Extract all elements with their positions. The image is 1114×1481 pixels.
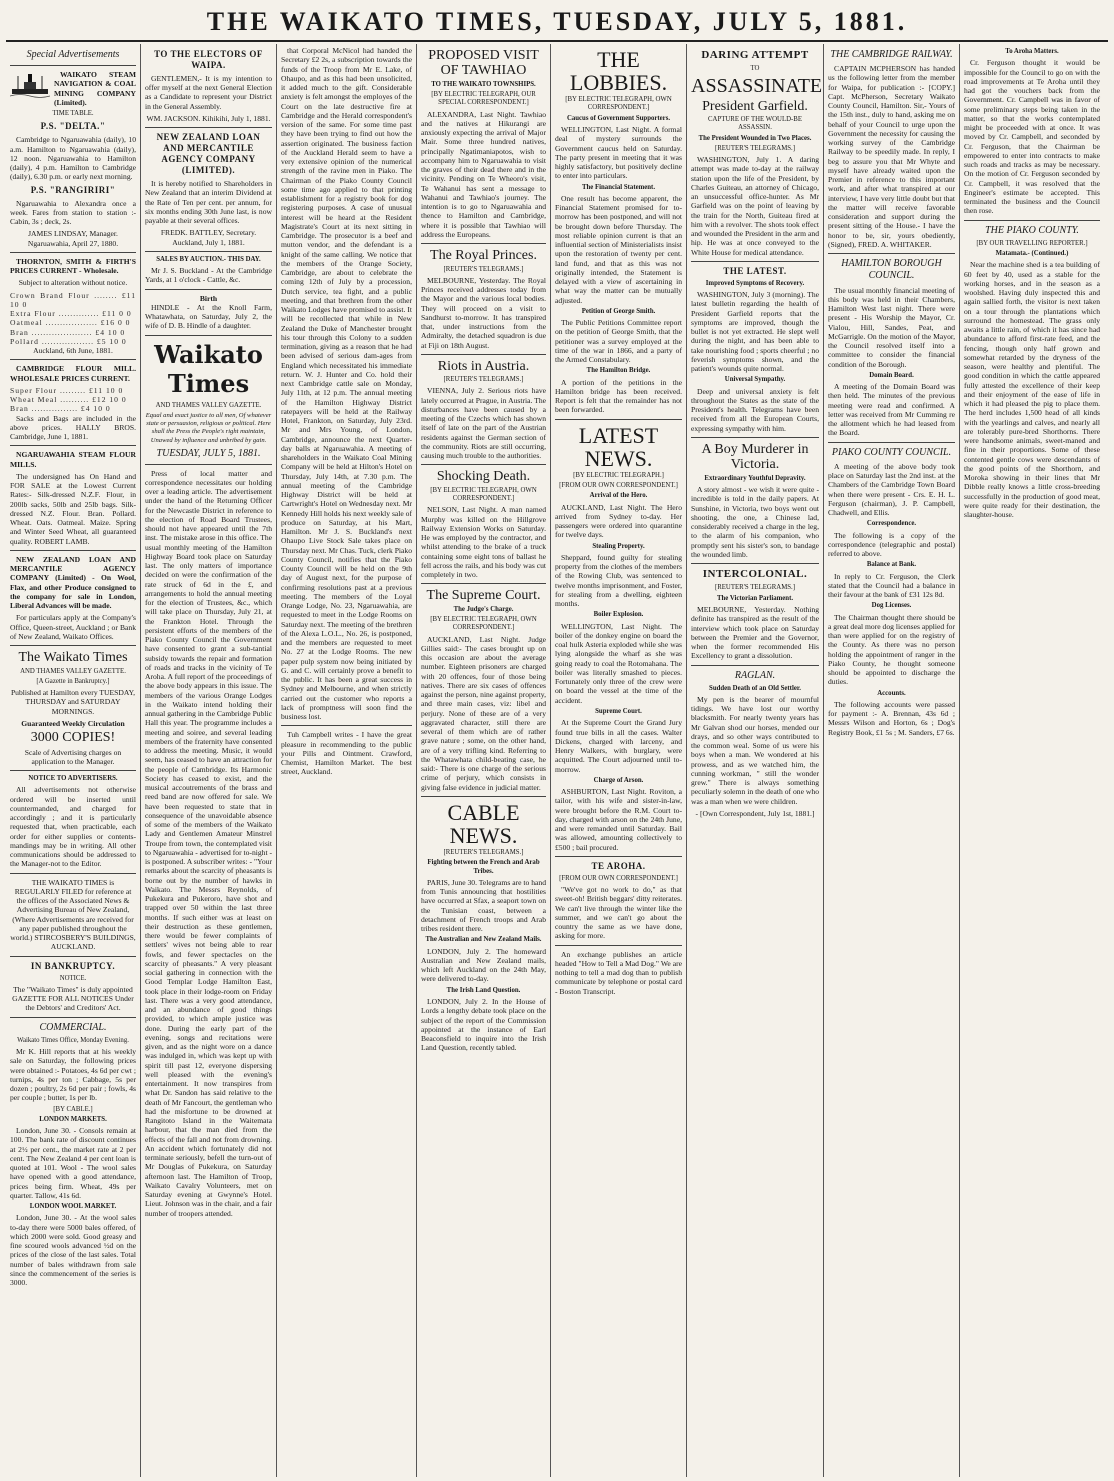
piako-council-body: A meeting of the above body took place on Saturday last the 2nd inst. at the Chambers of the Cambridge Town Board when there were present - Crs. E. H. L. Ferguson (chairman), J. P. Campbell, Chadwell, and Ellis. <box>828 461 955 518</box>
divider <box>10 550 136 551</box>
matamata-sub: Matamata.- (Continued.) <box>995 250 1069 257</box>
rangiriri-routes: Ngaruawahia to Alexandra once a week. Fares from station to station :- Cabin, 3s ; deck, 2s. <box>10 198 136 227</box>
bankruptcy-notice: NOTICE. <box>59 974 87 982</box>
columns-container <box>6 44 1108 1477</box>
court-sub: The Judge's Charge. <box>453 605 514 613</box>
princes-body: MELBOURNE, Yesterday. The Royal Princes received addresses today from the Mayor and the various local bodies. They will proceed on a visit to Sandhurst to-morrow. It has transpired that, under instructions from the Admiralty, the detached squadron is due at Fiji on 18th August. <box>421 275 546 350</box>
cable-tag: [REUTER'S TELEGRAMS.] <box>443 849 524 857</box>
boiler-sub: Boiler Explosion. <box>593 611 644 619</box>
parliament-sub: The Victorian Parliament. <box>716 594 794 602</box>
princes-header: The Royal Princes. <box>430 248 537 264</box>
circulation-note: Scale of Advertising charges on application to the Manager. <box>24 747 122 766</box>
shocking-tag: [BY ELECTRIC TELEGRAPH, OWN CORRESPONDENT.] <box>430 486 537 503</box>
wool-market-body: London, June 30. - At the wool sales to-day there were 5000 bales offered, of which 2000 were sold. Good greasy and fine scoured wools advanced ½d on the prices of the close of the last sales. Total number of bales withdrawn from sale since the commencement of the series is 3000. <box>10 1213 136 1288</box>
divider <box>10 65 136 66</box>
paper-published: Published at Hamilton every TUESDAY, THURSDAY and SATURDAY MORNINGS. <box>10 688 136 716</box>
accounts-sub: Accounts. <box>877 689 906 697</box>
nz-loan-body: For particulars apply at the Company's Office, Queen-street, Auckland ; or Bank of New Zealand, Waikato Offices. <box>10 613 136 641</box>
nz-loan-ad: NEW ZEALAND LOAN AND MERCANTILE AGENCY COMPANY (Limited) - On Wool, Flax, and other Produce consigned to the company for sale in London, Liberal Advances will be made. <box>10 554 136 611</box>
visit-sub: TO THE WAIKATO TOWNSHIPS. <box>431 80 536 88</box>
court-tag: [BY ELECTRIC TELEGRAPH, OWN CORRESPONDENT.] <box>430 616 537 632</box>
ship-delta: P.S. "DELTA." <box>40 121 106 132</box>
paper-gazette: [A Gazette in Bankruptcy.] <box>36 677 110 685</box>
sales-header: SALES BY AUCTION.- THIS DAY. <box>156 255 261 263</box>
domain-body: A meeting of the Domain Board was then held. The minutes of the previous meeting were read and confirmed. A letter was received from Mr Cumming re the allotment which he had leased from the Board. <box>828 382 955 438</box>
steam-company-name: WAIKATO STEAM NAVIGATION & COAL MINING COMPANY (Limited). <box>54 70 136 107</box>
wounded-tag: [REUTER'S TELEGRAMS.] <box>714 144 796 152</box>
murderer-sub: Extraordinary Youthful Depravity. <box>704 474 806 482</box>
lobbies-sub: Caucus of Government Supporters. <box>566 114 671 122</box>
parliament-body: MELBOURNE, Yesterday. Nothing definite has transpired as the result of the interview which took place on Saturday between the Premier and the Governor, when the former recommended His Excellency to grant a dissolution. <box>691 605 819 661</box>
paper-nameplate-sub: AND THAMES VALLEY GAZETTE. <box>155 402 262 410</box>
arson-sub: Charge of Arson. <box>593 776 644 784</box>
notice-header: NOTICE TO ADVERTISERS. <box>28 775 118 782</box>
manager-sign: JAMES LINDSAY, Manager. Ngaruawahia, April 27, 1880. <box>27 229 119 248</box>
garfield-header: President Garfield. <box>702 98 808 114</box>
latest-header: THE LATEST. <box>723 265 787 276</box>
masthead-title: THE WAIKATO TIMES, TUESDAY, JULY 5, 1881. <box>206 7 908 36</box>
time-table-label: TIME TABLE. <box>52 110 94 118</box>
arrival-body: AUCKLAND, Last Night. The Hero arrived from Sydney to-day. Her passengers were ordered into quarantine for twelve days. <box>555 502 682 540</box>
boiler-body: WELLINGTON, Last Night. The boiler of the donkey engine on board the coal hulk Asteria exploded while she was lying alongside the wharf as she was going ready to coal the Rotomahana. The boiler was literally smashed to pieces. Fortunately only three of the crew were on board the vessel at the time of the accident. <box>555 621 682 705</box>
lobbies-tag: [BY ELECTRIC TELEGRAPH, OWN CORRESPONDENT.] <box>565 96 672 112</box>
improved-body: WASHINGTON, July 3 (morning). The latest bulletin regarding the health of President Garfield reports that the symptoms are improved, though the bullet is not yet extracted. He slept well during the night, and has been able to take nourishing food ; sports cheerful ; no feverish symptoms shown, and the patient's wounds quite normal. <box>691 290 819 374</box>
raglan-body: My pen is the bearer of mournful tidings. We have lost our worthy blacksmith. For nearly twenty years has Mr Galvan shod our horses, mended our drays, and so other ways contributed to the common weal. Some of us were his boys when a man. We wondered at his prowess, and as we watched him, the cunning workman, " still the wonder grew." There is always something peculiarly solemn in the death of one who was a man when we were children. <box>691 694 819 806</box>
lobbies-header: THE LOBBIES. <box>569 47 668 96</box>
thornton-ad: THORNTON, SMITH & FIRTH'S PRICES CURRENT - Wholesale. <box>10 256 136 276</box>
sales-body: Mr J. S. Buckland - At the Cambridge Yards, at 1 o'clock - Cattle, &c. <box>145 266 272 285</box>
notice-body: All advertisements not otherwise ordered will be inserted until countermanded, and charged for accordingly ; and it is particularly requested that, when practicable, each order for either supplies or contents-mandings may be in writing. All other communications should be addressed to the Manager-not to the Editor. <box>10 785 136 869</box>
stealing-sub: Stealing Property. <box>592 542 645 550</box>
shocking-body: NELSON, Last Night. A man named Murphy was killed on the Hillgrove Railway Extension Works on Saturday. He was employed by the contractor, and whilst attending to the brake of a truck containing some eight tons of ballast he fell across the rails, and his body was cut completely in two. <box>421 505 546 580</box>
column-2 <box>141 44 277 1477</box>
latest-news-header: LATEST NEWS. <box>578 422 659 471</box>
ngaruawahia-mill-ad: NGARUAWAHIA STEAM FLOUR MILLS. <box>10 450 136 469</box>
cable-body-3: LONDON, July 2. In the House of Lords a lengthy debate took place on the subject of the report of the Commission appointed at the instance of Earl Beaconsfield to inquire into the Irish Land Question, recently tabled. <box>421 997 546 1053</box>
column-4 <box>417 44 551 1477</box>
divider <box>421 796 546 797</box>
arson-body: ASHBURTON, Last Night. Roviton, a tailor, with his wife and sister-in-law, were brought before the R.M. Court to-day, charged with arson on the 24th June, and were remanded until Saturday. Bail was allowed, amounting collectively to £500 ; bail procured. <box>555 787 682 852</box>
hamilton-body: The usual monthly financial meeting of this body was held in their Chambers, Hamilton West last night. There were present - His Worship the Mayor, Cr. Vialou, Hill, Sandes, Peat, and McGarrigle. On the motion of the Mayor, the Council resolved itself into a committee to consider the financial condition of the Borough. <box>828 285 955 369</box>
divider <box>421 354 546 355</box>
divider <box>421 464 546 465</box>
divider <box>10 770 136 771</box>
divider <box>10 645 136 646</box>
divider <box>555 945 682 946</box>
circulation-copies: 3000 COPIES! <box>30 730 116 746</box>
balance-sub: Balance at Bank. <box>866 561 917 569</box>
local-news-body: that Corporal McNicol had handed the Secretary £2 2s, a subscription towards the funds of the Troop from Mr E. Lake, of Ohaupo, and as this had been unsolicited, it added much to the gift. Considerable anxiety is felt amongst the employes of the Court on the late destructive fire at Cambridge and the Herald correspondent's version of the same. For some time past they have been trying to find out how the assertion originated. The business faction of the Auckland Herald seem to have a very extensive opinion of the numerical strength of the ravine men in Piako. The Chairman of the Piako County Council some time ago applied to that printing establishment for a registry book for dog registering purposes. A case of unusual interest will be heard at the Resident Magistrate's Court at its next sitting in Cambridge. The prosecutor is a beef and mutton vendor, and the defendant is a knight of the same calling. We notice that the members of the Orange Society, Cambridge, are about to celebrate the coming 12th of July by a procession, Dutch service, tea fight, and a public meeting, and that brethren from the other Waikato Lodges have promised to assist. It will be recollected that while in New Zealand the Duke of Manchester brought his tour through this Colony to a sudden termination, giving as a reason that he had been advised of serious dam-ages from England which necessitated his immediate return. W. J. Hunter and Co. hold their next Cambridge cattle sale on Monday, July 11th, at 12 p.m. The annual meeting of the Hamilton Highway District ratepayers will be held at the Railway Hotel, Frankton, on Saturday, July 23rd. Mr and Mrs Young, of London, Cambridge, announce the next Quarter-day balls at Ngaruawahia. A meeting of shareholders in the Waikato Coal Mining Company will be held at Hilton's Hotel on Thursday, July 14th, at 7.30 p.m. The annual meeting of the Cambridge Highway District will be held at Cartwright's Hotel on Wednesday next. Mr Kennedy Hill holds his next weekly sale of produce on Saturday, at his Mart, Hamilton. Mr J. S. Buckland's next Ohaupo Live Stock Sale takes place on Thursday next. Mr Chas. Tuck, clerk Piako County Council, notifies that the Piako County Council will be held on the 9th day of August next, for the purpose of confirming resolutions past at a previous meeting. The members of the Loyal Orange Lodge, No. 23, Ngaruawahia, are requested to meet in the Lodge Rooms on Saturday next. The meeting of the brethren of the Alexa L.O.L., No. 26, is postponed, and the members are requested to meet No. 27 at the Lodge Rooms. The new paper pulp system now being initiated by G. and C. will certainly prove a benefit to the public. It has been a great success in Sydney and Melbourne, and when strictly carried out the customer who reports a lack of promptness will soon find the business lost. <box>281 46 412 721</box>
daring-to: TO <box>750 65 760 73</box>
supreme-sub: Supreme Court. <box>595 707 642 715</box>
aroha-body: "We've got no work to do," as that sweet-oh! British beggars' ditty reiterates. We can't live through the winter like the summer, and we can't go about the country the same as we have done, asking for more. <box>555 885 682 941</box>
visit-header: PROPOSED VISIT OF TAWHIAO <box>428 48 539 79</box>
divider <box>145 464 272 465</box>
thornton-note: Subject to alteration without notice. <box>18 278 128 288</box>
bridge-sub: The Hamilton Bridge. <box>586 367 651 375</box>
george-body: The Public Petitions Committee report on the petition of George Smith, that the petitioner was a survey employed at the time of the war in 1866, and a party of the Armed Constabulary. <box>555 318 682 365</box>
financial-sub: The Financial Statement. <box>581 183 656 191</box>
ngaruawahia-mill-body: The undersigned has On Hand and FOR SALE at the Lowest Current Rates:- Silk-dressed N.Z.F. Flour, in 200lb sacks, 50lb and 25lb bags. Silk-dressed N.Z. Flour. Bran. Pollard. Wheat. Oats. Oatmeal. Maize. Spring and Winter Seed Wheat, all guaranteed quality. ROBERT LAMB. <box>10 471 136 546</box>
thornton-date: Auckland, 6th June, 1881. <box>33 346 113 356</box>
divider <box>145 251 272 252</box>
shocking-header: Shocking Death. <box>436 469 531 485</box>
piako-county-header: THE PIAKO COUNTY. <box>985 224 1079 236</box>
hamilton-header: HAMILTON BOROUGH COUNCIL. <box>841 258 942 282</box>
visit-tag: [BY ELECTRIC TELEGRAPH, OUR SPECIAL CORRESPONDENT.] <box>431 91 536 107</box>
daring-header: DARING ATTEMPT <box>701 49 809 61</box>
intercolonial-header: INTERCOLONIAL. <box>702 568 808 581</box>
raglan-sign: - [Own Correspondent, July 1st, 1881.] <box>695 808 815 818</box>
column-3 <box>277 44 417 1477</box>
matamata-body: Near the machine shed is a tea building of 60 feet by 40, used as a stable for the working horses, and in the season as a woolshed. Having duly inspected this and again sallied forth, the visitor is next taken on a tour through the plantations which surround the homestead. The grass only awaits a little rain, of which it has since had abundance to afford first-rate feed, and the fencing, though only half grown and somewhat retarded by the dryness of the season, were healthy and plentiful. The good condition in which the cattle appeared fully attested the excellence of their keep and their enjoyment of the ease of life in which it had pleased the pig to place them. The herd includes 1,500 head of all kinds with the yearlings and calves, and nearly all are tolerably pure-bred Shorthorns. There were handsome animals, sweet-maned and fine in their proportions. Some of these contented gentle cows were descendants of the good points of the Shorthorn, and Moroka showing in their lines that Mr Dibble really knows a little cross-breeding successfully in the production of good meat, were quite ready for their destination, the slaughter-house. <box>964 260 1100 520</box>
cable-header: CABLE NEWS. <box>447 799 520 848</box>
column-6 <box>687 44 824 1477</box>
divider <box>10 1017 136 1018</box>
assassinate-header: ASSASSINATE <box>691 74 823 97</box>
piako-council-header: PIAKO COUNTY COUNCIL. <box>831 446 952 458</box>
mill-price-table: Super Flour ......... £11 10 0 Wheat Meal .......... £12 10 0 Bran ................ £4 10 0 <box>10 385 127 414</box>
price-table: Crown Brand Flour ........ £11 10 0 Extra Flour .............. £11 0 0 Oatmeal .................. £16 0 0 Bran ..................... £4 10 0 Pollard .................. £5 10 0 <box>10 290 136 346</box>
riots-body: VIENNA, July 2. Serious riots have lately occurred at Prague, in Austria. The disturbances have been caused by a meeting of the Czechs which has shown itself of late on the part of the Austrian residents against the German section of the community. Riots are still occurring, causing much trouble to the authorities. <box>421 386 546 461</box>
bankruptcy-body: The "Waikato Times" is duly appointed GAZETTE FOR ALL NOTICES Under the Debtors' and Creditors' Act. <box>12 984 134 1013</box>
electors-header: TO THE ELECTORS OF WAIPA. <box>154 49 263 70</box>
wounded-sub: The President Wounded in Two Places. <box>698 134 812 142</box>
bankruptcy-header: IN BANKRUPTCY. <box>30 960 116 971</box>
latest-news-from: [FROM OUR OWN CORRESPONDENT.] <box>559 482 678 490</box>
railway-body: CAPTAIN MCPHERSON has handed us the following letter from the member for Waipa, for publication :- [COPY.] Capt. McPherson, Secretary Waikato County Council, Hamilton. Sir,- Yours of the 15th inst., duly to hand, asking me on behalf of your Council to urge upon the Government the necessity for causing the working survey of the Cambridge Railway to be speedily made. In reply, I beg to assure you that Mr Whyte and myself have already waited upon the Premier in reference to this important work, and after what transpired at our interview, I have very little doubt but that the matter will receive favorable consideration and support during the present sitting of the House.- I have the honor to be, sir, yours obediently, (Signed), FRED. A. WHITAKER. <box>828 64 955 249</box>
cable-sub-2: The Australian and New Zealand Mails. <box>425 936 542 944</box>
divider <box>145 335 272 336</box>
cable-sub-3: The Irish Land Question. <box>446 986 521 994</box>
visit-body: ALEXANDRA, Last Night. Tawhiao and the natives at Hikurangi are anxiously expecting the arrival of Major Mair. Some three hundred natives, principally Ngatimaniapotos, wish to accompany him to Ngaruawahia to visit the graves of their dead there and in the vicinity. Pending on Te Wheoro's visit, Te Wahanui has sent a message to Wahanui and Tawhiao's journey. The intention is to go to Ngaruawahia and thence to Hamilton and Cambridge, where it is possible that Tawhiao will address the Europeans. <box>421 109 546 239</box>
cable-tag: [BY CABLE.] <box>53 1105 93 1113</box>
divider <box>691 665 819 666</box>
lead-body: Press of local matter and correspondence necessitates our holding over a leading article. The advertisement under the hand of the Returning Officer for the Newcastle District in reference to the election of Road Board Trustees, should not have appeared until the 7th inst. The mistake arose in this office. The usual monthly meeting of the Hamilton Highway Board took place on Saturday last. The only matters of importance decided on were the confirmation of the rate struck of 6d in the £, and arrangements to hold the annual meeting for the election of Trustees, &c., which will take place on Thursday, July 21, at the Frankton Hotel. Through the persistent efforts of the members of the Piako County Council the Government have consented to grant a sub-tantial subsidy towards the repair and formation of roads and tracks in the vicinity of Te Aroha. A full report of the proceedings of the above body appears in this issue. The members of the various Orange Lodges in the Waikato intend holding their annual gathering in the Cambridge Public Hall this year. The programme includes a meeting and soiree, and several leading members of the fraternity have consented to address the meeting. Music, it would seem, has ceased to have an attraction for the people of Cambridge. Its Harmonic Society has ceased to exist, and the musical accoutrements of the brass and reed band are now offered for sale. We have been requested to state that in consequence of the unavoidable absence of some of the members of the Waikato Lady and Gentlemen Amateur Minstrel Troupe from town, the contemplated visit to Ngaruawahia - advertised for to-night - is postponed. A subscriber writes: - "Your remarks about the scarcity of pheasants is borne out by the number of hawks in Waikato. The Messrs Reynolds, of Pukekura and Pukeroro, have shot and trapped over 50 within the last three months. If such either was at least on their destruction as these gentlemen, there would be fewer complaints of settlers' wives not being able to rear fowls, and fewer spectacles on the scarcity of pheasants." A very pleasant social gathering in connection with the Good Templar Lodge Hamilton East, took place in their lodge-room on Friday last. There was a very good attendance, and an abundance of good things provided, to which ample justice was done. During the early part of the evening, songs and recitations were given, and as the night wore on a dance was indulged in, which was kept up with spirit till past 12, everyone dispersing well pleased with the evening's entertainment. It now transpires from what Dr. Sandon has said relative to the death of Mr Fancourt, the gentleman who had the misfortune to be drowned at Rangitoto Island in the Waitemata harbour, that the man died from the effects of the fall and not from drowning. An accident which fortunately did not terminate seriously, befell the turn-out of Mr Douglas of Pukekura, on Saturday afternoon last. The Hamilton of Troop, Waikato Cavalry Volunteers, met on Saturday evening at Gwynne's Hotel. Lieut. Johnson was in the chair, and a fair number of troopers attended. <box>145 468 272 1218</box>
divider <box>145 289 272 290</box>
divider <box>555 419 682 420</box>
correspondence-sub: Correspondence. <box>866 520 917 528</box>
raglan-sub: Sudden Death of an Old Settler. <box>709 684 801 692</box>
capture-sub: CAPTURE OF THE WOULD-BE ASSASSIN. <box>708 116 802 132</box>
cable-sub-1: Fighting between the French and Arab Tribes. <box>427 859 540 875</box>
balance-body: In reply to Cr. Ferguson, the Clerk stated that the Council had a balance in their favour at the bank of £31 12s 8d. <box>828 571 955 600</box>
cambridge-mill-note: Sacks and Bags are included in the above prices. HALLY BROS. Cambridge, June 1, 1881. <box>10 413 136 442</box>
electors-sign: WM. JACKSON. Kihikihi, July 1, 1881. <box>146 113 271 123</box>
commercial-header: COMMERCIAL. <box>39 1021 107 1033</box>
supreme-body: At the Supreme Court the Grand Jury found true bills in all the cases. Walter Dickens, charged with larceny, and Henry Walkers, with burglary, were acquitted. The Court adjourned until to-morrow. <box>555 718 682 774</box>
divider <box>10 252 136 253</box>
cambridge-mill-ad: CAMBRIDGE FLOUR MILL. WHOLESALE PRICES CURRENT. <box>10 364 136 383</box>
aroha-from: [FROM OUR OWN CORRESPONDENT.] <box>559 874 678 882</box>
murderer-header: A Boy Murderer in Victoria. <box>701 441 809 473</box>
improved-sub: Improved Symptoms of Recovery. <box>705 279 805 287</box>
arrival-sub: Arrival of the Hero. <box>589 492 648 500</box>
ship-rangiriri: P.S. "RANGIRIRI" <box>30 184 116 195</box>
divider <box>555 856 682 857</box>
aroha-header: TE AROHA. <box>591 860 646 871</box>
domain-sub: Domain Board. <box>869 371 914 379</box>
accounts-body: The following accounts were passed for payment :- A. Brennan, 43s 6d ; Messrs Wilson and Horton, 6s ; Dog's Registry Book, £1 5s ; M. Sanders, £7 6s. <box>828 699 955 737</box>
steamship-icon <box>10 72 50 100</box>
london-markets-body: London, June 30. - Consols remain at 100. The bank rate of discount continues at 2½ per cent., the market rate at 2 per cent. The New Zealand 4 per cent loan is quoted at 101. Wool - The wool sales have opened with a good attendance, prices being firm. Wheat, 49s per quarter. Tallow, 41s 6d. <box>10 1126 136 1200</box>
piako-county-from: [BY OUR TRAVELLING REPORTER.] <box>976 239 1088 247</box>
financial-body: One result has become apparent, the Financial Statement promised for to-morrow has been postponed, and will not be brought down before Thursday. The most reliable opinion current is that an influential section of Ministerialists insist upon the restoration of twenty per cent. land fund, and that as this was not originally intended, the Statement is delayed with a view of ascertaining in what way the matter can be mutually adjusted. <box>555 193 682 305</box>
paper-nameplate: Waikato Times <box>154 339 263 398</box>
divider <box>964 220 1100 221</box>
sympathy-sub: Universal Sympathy. <box>724 376 786 384</box>
divider <box>691 261 819 262</box>
commercial-body: Mr K. Hill reports that at his weekly sale on Saturday, the following prices were obtained :- Potatoes, 4s 6d per cwt ; turnips, 4s per ton ; Cabbage, 5s per dozen ; poultry, 2s 6d per pair ; fowls, 4s per couple ; butter, 1s per lb. <box>10 1047 136 1103</box>
electors-body: GENTLEMEN,- It is my intention to offer myself at the next General Election as a Candidate to represent your District in the General Assembly. <box>145 73 272 111</box>
masthead <box>6 4 1108 42</box>
court-header: The Supreme Court. <box>426 588 541 604</box>
column-3-footer: Tuh Campbell writes - I have the great pleasure in recommending to the public your Pills and Ointment. Crawford, Chemist, Hamilton Market. The best street, Auckland. <box>281 730 412 777</box>
divider <box>421 583 546 584</box>
princes-tag: [REUTER'S TELEGRAMS.] <box>443 265 524 273</box>
filed-notice: THE WAIKATO TIMES is REGULARLY FILED for reference at the offices of the Associated News & Advertising Bureau of New Zealand, (Where Advertisements are received for any paper published throughout the world.) STIRCOSBERY'S BUILDINGS, AUCKLAND. <box>10 877 136 952</box>
te-aroha-matters-header: To Aroha Matters. <box>1005 48 1059 55</box>
nzl-body: It is hereby notified to Shareholders in New Zealand that an interim Dividend at the Rate of Ten per cent. per annum, for six months ending 30th June last, is now payable at their several offices. <box>145 179 272 226</box>
dog-sub: Dog Licenses. <box>871 602 912 610</box>
divider <box>145 127 272 128</box>
circulation-label: Guaranteed Weekly Circulation <box>21 718 125 728</box>
railway-header: THE CAMBRIDGE RAILWAY. <box>830 49 953 60</box>
nzl-sign: FREDK. BATTLEY, Secretary. Auckland, July 1, 1881. <box>160 228 257 247</box>
correspondence-body: The following is a copy of the correspondence (telegraphic and postal) referred to above. <box>828 530 955 559</box>
wool-market-header: LONDON WOOL MARKET. <box>29 1203 117 1211</box>
george-sub: Petition of George Smith. <box>581 307 656 315</box>
birth-header: Birth <box>199 293 218 303</box>
column-1 <box>6 44 141 1477</box>
column-8 <box>960 44 1104 1477</box>
column-7 <box>824 44 960 1477</box>
intercolonial-tag: [REUTER'S TELEGRAMS.] <box>714 584 796 592</box>
london-markets-header: LONDON MARKETS. <box>39 1115 107 1123</box>
divider <box>10 359 136 360</box>
column-5-footer: An exchange publishes an article headed "How to Tell a Mad Dog." We are nothing to tell a mad dog than to publish communicate by telephone or postal card - Boston Transcript. <box>555 949 682 996</box>
divider <box>10 873 136 874</box>
murderer-body: A story almost - we wish it were quite - incredible is told in the daily papers. At Sunshine, in Victoria, two boys went out shooting, the one, a Chinese lad, considerably received a charge in the leg, to the alarm of his companion, who promptly sent his sister's son, to bandage the wounded limb. <box>691 485 819 559</box>
wounded-body: WASHINGTON, July 1. A daring attempt was made to-day at the railway station upon the life of the President, by Charles Guiteau, an attorney of Chicago, an unsuccessful office-hunter. As Mr Garfield was on the point of leaving by the train for the North, Guiteau fired at him with a revolver. The shots took effect and wounded the President in the arm and hip. He was at once conveyed to the White House for medical attendance. <box>691 155 819 257</box>
riots-tag: [REUTER'S TELEGRAMS.] <box>443 376 524 384</box>
birth-body: HINDLE - At the Knoll Farm, Whatawhata, on Saturday, July 2, the wife of D. B. Hindle of a daughter. <box>145 302 272 331</box>
court-body: AUCKLAND, Last Night. Judge Gillies said:- The cases brought up on this occasion are about the average number. Eighteen prisoners are charged with 20 offences, four of those being natives. There are six cases of offences against the person, nine against property, and three main cases, viz: libel and perjury. None of these are of a very aggravated character, still there are several of them which are of rather grave nature ; some, on the other hand, are of a very trifling kind. Referring to the Whatawhata child-beating case, he said:- There is one charge of the serious crime of perjury, which consists in giving false evidence in judicial matter. <box>421 634 546 792</box>
paper-title: The Waikato Times <box>18 650 128 666</box>
cable-body-1: PARIS, June 30. Telegrams are to hand from Tunis announcing that hostilities have occurred at Sfax, a seaport town on the Tunisian coast, between a detachment of French troops and Arab tribes resident there. <box>421 877 546 934</box>
sympathy-body: Deep and universal anxiety is felt throughout the States as the state of the President's health. Telegrams have been received from all the European Courts, expressing sympathy with him. <box>691 386 819 433</box>
te-aroha-matters-body: Cr. Ferguson thought it would be impossible for the Council to go on with the road improvements at Te Aroha until they had got the vouchers back from the Government. Cr. Campbell was in favor of some preliminary steps being taken in the matter, so that the works contemplated might be proceeded with at once. It was moved by Cr. Campbell, and seconded by Cr. Ferguson, that the Chairman be empowered to enter into contracts to make such roads and tracks as may be necessary. On the motion of Cr. Ferguson seconded by Cr. Campbell, it was resolved that the Engineer's estimate be accepted. This terminated the business and the Council then rose. <box>964 58 1100 216</box>
divider <box>421 243 546 244</box>
divider <box>281 725 412 726</box>
bridge-body: A portion of the petitions in the Hamilton bridge has been received. Report is felt that the remainder has not been forwarded. <box>555 377 682 415</box>
divider <box>828 442 955 443</box>
riots-header: Riots in Austria. <box>437 358 530 374</box>
stealing-body: Sheppard, found guilty for stealing property from the clothes of the members of the Rowing Club, was sentenced to twelve months imprisonment, and Foster, for stealing from a dwelling, eighteen months. <box>555 552 682 609</box>
nzl-header: NEW ZEALAND LOAN AND MERCANTILE AGENCY COMPANY (LIMITED). <box>156 132 261 176</box>
paper-sub: AND THAMES VALLEY GAZETTE. <box>20 667 126 675</box>
delta-routes: Cambridge to Ngaruawahia (daily), 10 a.m. Hamilton to Ngaruawahia (daily), 12 noon. Ngaruawahia to Hamilton (daily), 4 p.m. Hamilton to Cambridge (daily), 6.30 p.m. or early next morning. <box>10 135 136 182</box>
issue-date: TUESDAY, JULY 5, 1881. <box>156 447 261 459</box>
commercial-office: Waikato Times Office, Monday Evening. <box>17 1036 129 1044</box>
divider <box>691 563 819 564</box>
cable-body-2: LONDON, July 2. The homeward Australian and New Zealand mails, which left Auckland on the 24th May, were delivered to-day. <box>421 946 546 984</box>
column-5 <box>551 44 687 1477</box>
latest-news-tag: [BY ELECTRIC TELEGRAPH.] <box>573 471 664 479</box>
divider <box>828 253 955 254</box>
divider <box>10 445 136 446</box>
divider <box>10 956 136 957</box>
paper-motto: Equal and exact justice to all men, Of whatever state or persuasion, religious or political. Here shall the Press the People's right maintain, Unawed by influence and unbribed by gain. <box>145 412 272 444</box>
lobbies-body: WELLINGTON, Last Night. A formal deal of mystery surrounds the Government caucus held on Saturday. The party present in meeting that it was highly satisfactory, but positively decline to enter into particulars. <box>555 125 682 181</box>
divider <box>691 437 819 438</box>
dog-body: The Chairman thought there should be a great deal more dog licenses applied for than were applied for on the registry of the County. As there was no person holding the appointment of ranger in the Piako County, he thought someone should be appointed to discharge the duties. <box>828 612 955 687</box>
raglan-header: RAGLAN. <box>734 669 776 681</box>
special-ads-header: Special Advertisements <box>26 49 120 60</box>
